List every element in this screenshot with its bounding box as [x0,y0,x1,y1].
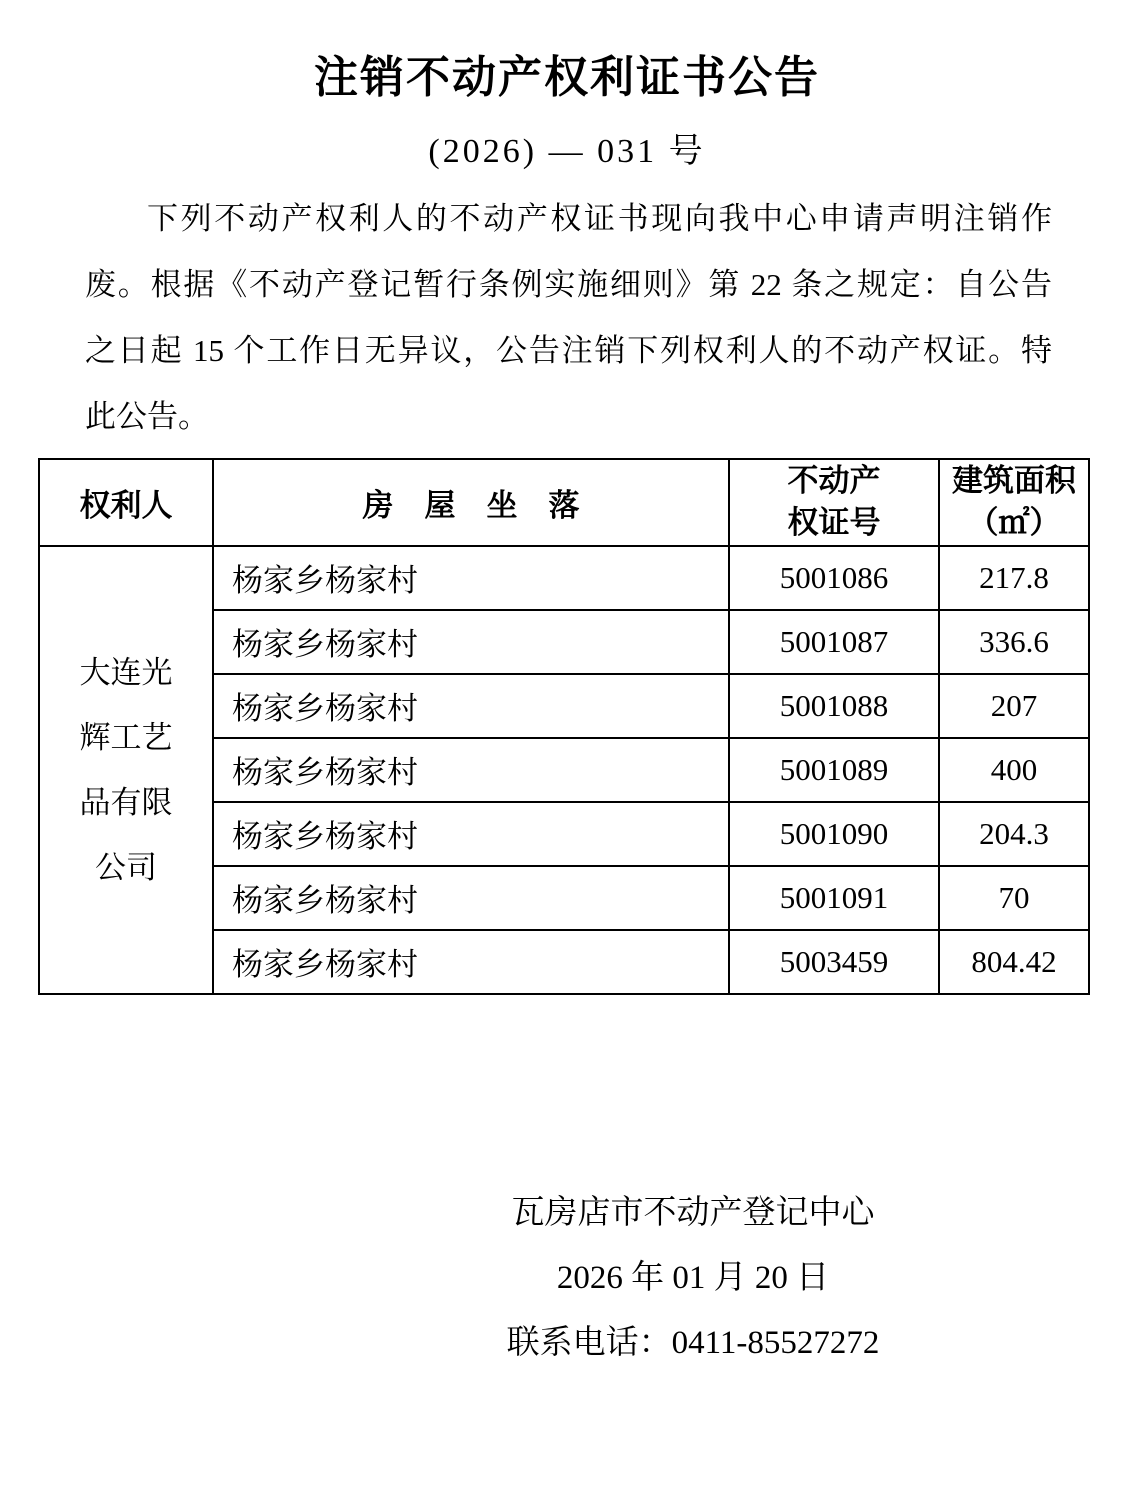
location-cell: 杨家乡杨家村 [213,610,729,674]
col-header-cert-no-line2: 权证号 [787,505,881,540]
owner-name-line: 辉工艺 [79,719,173,755]
issuer-name: 瓦房店市不动产登记中心 [511,1194,875,1231]
area-cell: 804.42 [939,930,1089,994]
col-header-owner: 权利人 [39,459,213,546]
area-cell: 70 [939,866,1089,930]
table-row [39,546,1089,610]
area-cell: 204.3 [939,802,1089,866]
contact-phone: 联系电话：0411-85527272 [506,1324,880,1361]
page-title: 注销不动产权利证书公告 [314,53,820,102]
owner-name-line: 品有限 [79,784,173,820]
paragraph-line: 下列不动产权利人的不动产权证书现向我中心申请声明注销作 [147,200,1052,236]
issue-date: 2026 年 01 月 20 日 [556,1259,830,1296]
paragraph-line: 此公告。 [85,398,209,434]
area-cell: 336.6 [939,610,1089,674]
area-cell: 217.8 [939,546,1089,610]
location-cell: 杨家乡杨家村 [213,674,729,738]
document-number: (2026) — 031 号 [428,133,706,170]
cert-no-cell: 5001086 [729,546,939,610]
announcement-page [0,50,1134,1491]
owner-cell [39,546,213,994]
location-cell: 杨家乡杨家村 [213,802,729,866]
cert-no-cell: 5001089 [729,738,939,802]
cert-no-cell: 5001087 [729,610,939,674]
cert-no-cell: 5003459 [729,930,939,994]
paragraph-line: 之日起 15 个工作日无异议，公告注销下列权利人的不动产权证。特 [85,332,1052,368]
col-header-area [939,459,1089,546]
announcement-paragraph [85,186,1052,450]
certificate-table [38,458,1090,995]
col-header-area-line2: （㎡） [967,505,1061,540]
col-header-cert-no [729,459,939,546]
owner-name-line: 公司 [95,849,157,885]
cert-no-cell: 5001088 [729,674,939,738]
location-cell: 杨家乡杨家村 [213,866,729,930]
col-header-cert-no-line1: 不动产 [787,463,881,498]
cert-no-cell: 5001090 [729,802,939,866]
col-header-location: 房 屋 坐 落 [213,459,729,546]
owner-name-line: 大连光 [79,654,173,690]
location-cell: 杨家乡杨家村 [213,738,729,802]
cert-no-cell: 5001091 [729,866,939,930]
area-cell: 207 [939,674,1089,738]
area-cell: 400 [939,738,1089,802]
col-header-area-line1: 建筑面积 [952,463,1076,498]
table-header-row [39,459,1089,546]
paragraph-line: 废。根据《不动产登记暂行条例实施细则》第 22 条之规定：自公告 [85,266,1052,302]
signature-block [0,1181,1134,1376]
location-cell: 杨家乡杨家村 [213,930,729,994]
location-cell: 杨家乡杨家村 [213,546,729,610]
